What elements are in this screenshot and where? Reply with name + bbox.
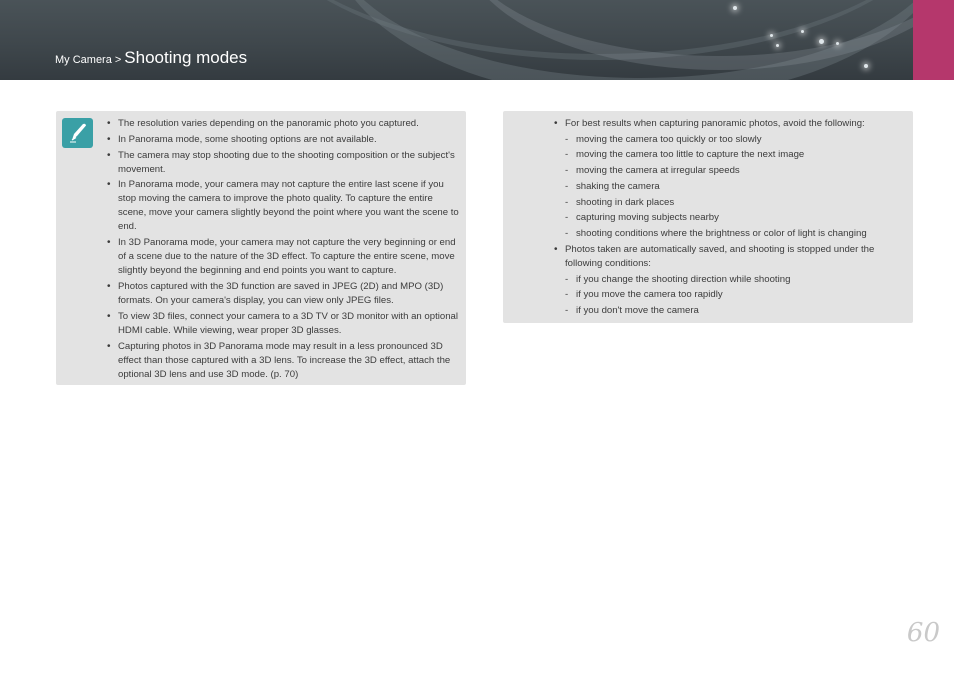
sub-list-item: - if you don't move the camera — [565, 304, 907, 318]
light-dot — [864, 64, 868, 68]
page-header — [0, 0, 954, 80]
sub-list-item: - shooting in dark places — [565, 196, 907, 210]
list-item: • Photos captured with the 3D function are saved in JPEG (2D) and MPO (3D) formats. On your camera's display, you can view only JPEG files. — [118, 280, 460, 308]
header-accent-tab — [913, 0, 954, 80]
list-item — [565, 243, 907, 318]
breadcrumb-separator: > — [114, 54, 122, 66]
list-item: • The resolution varies depending on the panoramic photo you captured. — [118, 117, 460, 131]
sub-list — [565, 133, 907, 241]
list-item — [565, 117, 907, 241]
sub-list-item: - moving the camera too quickly or too slowly — [565, 133, 907, 147]
sub-list-item: - capturing moving subjects nearby — [565, 211, 907, 225]
list-item: • In 3D Panorama mode, your camera may not capture the very beginning or end of a scene due to the nature of the 3D effect. To capture the entire scene, move slightly beyond the beginning and end points you want to capture. — [118, 236, 460, 278]
sub-list-item: - moving the camera too little to capture the next image — [565, 148, 907, 162]
sub-list-item: - if you change the shooting direction while shooting — [565, 273, 907, 287]
sub-list-item: - moving the camera at irregular speeds — [565, 164, 907, 178]
tips-panel — [503, 111, 913, 323]
page-title: Shooting modes — [124, 48, 248, 67]
breadcrumb — [55, 48, 247, 68]
sub-list — [565, 273, 907, 318]
sub-list-item: - shooting conditions where the brightness or color of light is changing — [565, 227, 907, 241]
list-item-text: Photos taken are automatically saved, and shooting is stopped under the following conditions: — [565, 243, 875, 269]
list-item: • To view 3D files, connect your camera to a 3D TV or 3D monitor with an optional HDMI cable. While viewing, wear proper 3D glasses. — [118, 310, 460, 338]
sub-list-item: - shaking the camera — [565, 180, 907, 194]
page-number: 60 — [906, 618, 940, 648]
pencil-note-icon — [62, 118, 93, 148]
list-item: • In Panorama mode, your camera may not capture the entire last scene if you stop moving the camera to improve the photo quality. To capture the entire scene, move your camera slightly beyond the point where you want the scene to end. — [118, 178, 460, 234]
list-item-text: For best results when capturing panoramic photos, avoid the following: — [565, 118, 865, 129]
tips-list — [565, 117, 907, 320]
light-dot — [801, 30, 804, 33]
list-item: • The camera may stop shooting due to the shooting composition or the subject's movement. — [118, 149, 460, 177]
light-dot — [733, 6, 737, 10]
sub-list-item: - if you move the camera too rapidly — [565, 288, 907, 302]
light-dot — [776, 44, 779, 47]
light-dot — [819, 39, 824, 44]
light-dot — [836, 42, 839, 45]
light-dot — [770, 34, 773, 37]
note-list — [118, 117, 460, 383]
note-panel — [56, 111, 466, 385]
breadcrumb-parent[interactable]: My Camera — [55, 54, 112, 66]
list-item: • Capturing photos in 3D Panorama mode may result in a less pronounced 3D effect than those captured with a 3D lens. To increase the 3D effect, attach the optional 3D lens and use 3D mode. (p. 70) — [118, 340, 460, 382]
list-item: • In Panorama mode, some shooting options are not available. — [118, 133, 460, 147]
